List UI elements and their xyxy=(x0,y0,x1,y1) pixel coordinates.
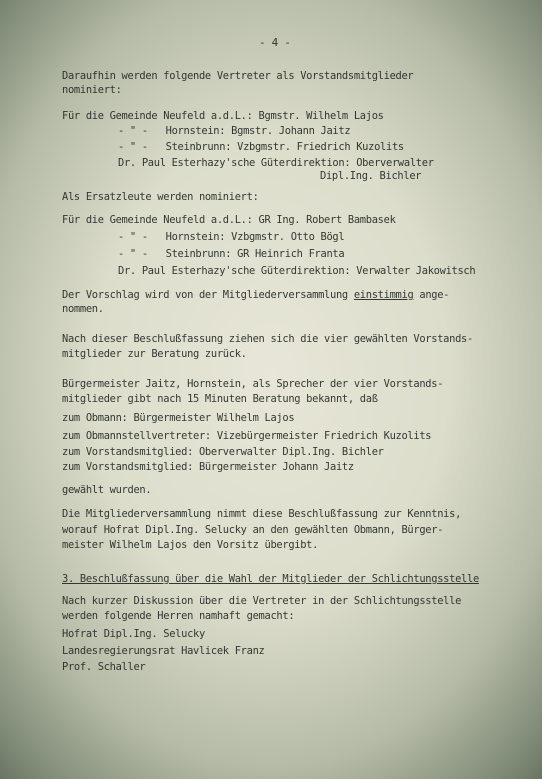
text-line: mitglieder gibt nach 15 Minuten Beratung bekannt, daß xyxy=(62,393,378,405)
text-line: Die Mitgliederversammlung nimmt diese Beschlußfassung zur Kenntnis, xyxy=(62,508,462,520)
text-line: zum Vorstandsmitglied: Bürgermeister Johann Jaitz xyxy=(62,461,354,473)
text-segment: ange- xyxy=(413,289,450,301)
section-heading: 3. Beschlußfassung über die Wahl der Mitglieder der Schlichtungsstelle xyxy=(62,573,479,585)
text-line: Landesregierungsrat Havlicek Franz xyxy=(62,645,265,657)
text-line: zum Obmannstellvertreter: Vizebürgermeister Friedrich Kuzolits xyxy=(62,430,432,442)
text-line: nominiert: xyxy=(62,84,122,96)
text-line: Nach dieser Beschlußfassung ziehen sich die vier gewählten Vorstands- xyxy=(62,333,473,345)
text-line: Prof. Schaller xyxy=(62,661,146,673)
text-line: Bürgermeister Jaitz, Hornstein, als Sprecher der vier Vorstands- xyxy=(62,378,444,390)
text-line: mitglieder zur Beratung zurück. xyxy=(62,348,247,360)
text-line: zum Vorstandsmitglied: Oberverwalter Dipl.Ing. Bichler xyxy=(62,446,384,458)
text-line: meister Wilhelm Lajos den Vorsitz übergibt. xyxy=(62,539,319,551)
text-line: Hofrat Dipl.Ing. Selucky xyxy=(62,628,205,640)
text-line: Dr. Paul Esterhazy'sche Güterdirektion: Oberverwalter xyxy=(118,157,434,169)
text-line: Dipl.Ing. Bichler xyxy=(320,170,422,182)
text-line: Nach kurzer Diskussion über die Vertreter in der Schlichtungsstelle xyxy=(62,595,462,607)
text-line: Dr. Paul Esterhazy'sche Güterdirektion: Verwalter Jakowitsch xyxy=(118,265,476,277)
text-line: nommen. xyxy=(62,303,104,315)
text-line: worauf Hofrat Dipl.Ing. Selucky an den gewählten Obmann, Bürger- xyxy=(62,524,444,536)
text-line: - " - Hornstein: Vzbgmstr. Otto Bögl xyxy=(118,231,345,243)
text-line: zum Obmann: Bürgermeister Wilhelm Lajos xyxy=(62,412,295,424)
text-segment: Der Vorschlag wird von der Mitgliederversammlung xyxy=(62,289,354,301)
text-line: - " - Steinbrunn: Vzbgmstr. Friedrich Kuzolits xyxy=(118,141,404,153)
text-line: - " - Steinbrunn: GR Heinrich Franta xyxy=(118,248,345,260)
page-number: - 4 - xyxy=(259,36,291,49)
text-line: Als Ersatzleute werden nominiert: xyxy=(62,191,259,203)
text-line: werden folgende Herren namhaft gemacht: xyxy=(62,610,295,622)
underlined-word: einstimmig xyxy=(353,289,414,301)
text-line: - " - Hornstein: Bgmstr. Johann Jaitz xyxy=(118,125,351,137)
text-line xyxy=(62,289,449,301)
text-line: Daraufhin werden folgende Vertreter als Vorstandsmitglieder xyxy=(62,70,414,82)
text-line: Für die Gemeinde Neufeld a.d.L.: GR Ing. Robert Bambasek xyxy=(62,214,396,226)
text-line: Für die Gemeinde Neufeld a.d.L.: Bgmstr. Wilhelm Lajos xyxy=(62,110,384,122)
text-line: gewählt wurden. xyxy=(62,484,152,496)
